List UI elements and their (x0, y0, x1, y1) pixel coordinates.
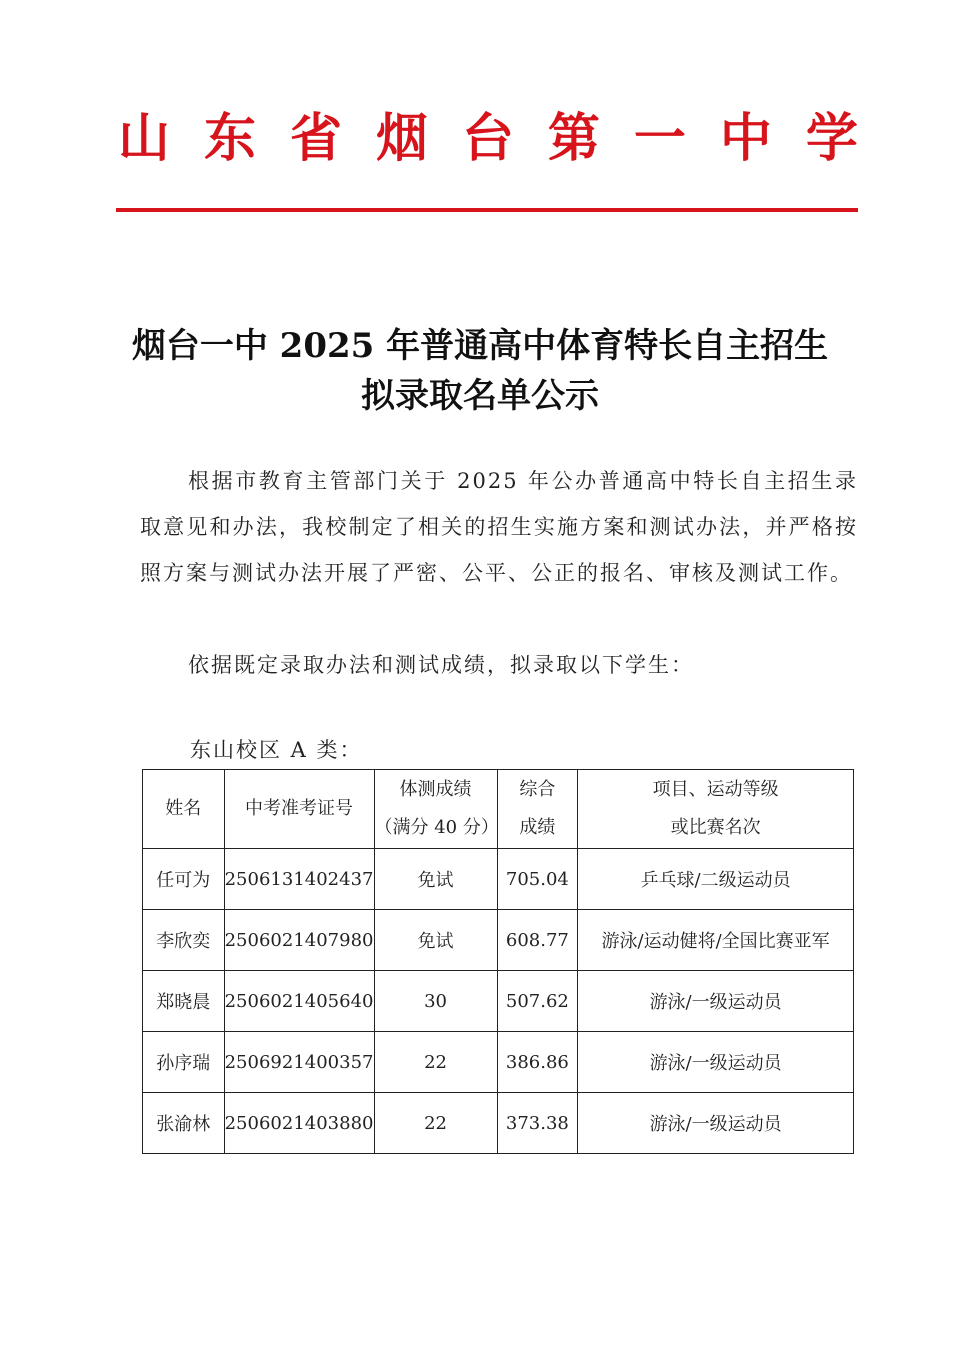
cell-item: 游泳/一级运动员 (578, 1093, 854, 1154)
document-title: 烟台一中 2025 年普通高中体育特长自主招生 (131, 326, 829, 366)
header-fitness (374, 770, 497, 849)
cell-total: 507.62 (497, 971, 578, 1032)
table-row (143, 1032, 854, 1093)
masthead-char: 学 (805, 109, 858, 169)
table-row (143, 849, 854, 910)
cell-total: 705.04 (497, 849, 578, 910)
cell-item: 乒乓球/二级运动员 (578, 849, 854, 910)
cell-fitness: 免试 (374, 849, 497, 910)
header-exam-id: 中考准考证号 (224, 770, 374, 849)
header-item-line2: 或比赛名次 (670, 817, 761, 838)
table-row (143, 910, 854, 971)
masthead-char: 第 (547, 109, 600, 169)
document-subtitle: 拟录取名单公示 (361, 376, 599, 416)
cell-fitness: 22 (374, 1093, 497, 1154)
masthead-char: 中 (719, 109, 772, 169)
header-name: 姓名 (143, 770, 225, 849)
intro-paragraph: 根据市教育主管部门关于 2025 年公办普通高中特长自主招生录取意见和办法，我校制定了相关的招生实施方案和测试办法，并严格按照方案与测试办法开展了严密、公平、公正的报名、审核及测试工作。 (140, 469, 858, 585)
header-fitness-line1: 体测成绩 (399, 779, 472, 800)
header-item-line1: 项目、运动等级 (652, 779, 779, 800)
cell-item: 游泳/一级运动员 (578, 971, 854, 1032)
masthead-char: 一 (633, 109, 686, 169)
cell-fitness: 30 (374, 971, 497, 1032)
cell-total: 608.77 (497, 910, 578, 971)
header-total (497, 770, 578, 849)
table-row (143, 971, 854, 1032)
masthead-divider (116, 208, 858, 212)
cell-name: 张渝林 (143, 1093, 225, 1154)
cell-total: 373.38 (497, 1093, 578, 1154)
header-item (578, 770, 854, 849)
cell-name: 孙序瑞 (143, 1032, 225, 1093)
school-masthead (118, 104, 858, 174)
masthead-char: 省 (289, 109, 342, 169)
admission-table (142, 769, 854, 1154)
cell-item: 游泳/运动健将/全国比赛亚军 (578, 910, 854, 971)
masthead-char: 山 (118, 109, 171, 169)
header-total-line2: 成绩 (519, 817, 556, 838)
cell-exam-id: 2506021403880 (224, 1093, 374, 1154)
cell-exam-id: 2506021407980 (224, 910, 374, 971)
masthead-char: 烟 (375, 109, 428, 169)
cell-exam-id: 2506021405640 (224, 971, 374, 1032)
masthead-char: 台 (461, 109, 514, 169)
cell-name: 任可为 (143, 849, 225, 910)
table-row (143, 1093, 854, 1154)
cell-fitness: 22 (374, 1032, 497, 1093)
cell-exam-id: 2506921400357 (224, 1032, 374, 1093)
cell-total: 386.86 (497, 1032, 578, 1093)
cell-name: 李欣奕 (143, 910, 225, 971)
header-fitness-line2: （满分 40 分） (374, 817, 499, 838)
campus-category-label: 东山校区 A 类： (190, 738, 363, 762)
cell-exam-id: 2506131402437 (224, 849, 374, 910)
admission-statement: 依据既定录取办法和测试成绩，拟录取以下学生： (188, 653, 694, 677)
masthead-char: 东 (203, 109, 256, 169)
cell-fitness: 免试 (374, 910, 497, 971)
table-header-row (143, 770, 854, 849)
header-total-line1: 综合 (519, 779, 556, 800)
cell-item: 游泳/一级运动员 (578, 1032, 854, 1093)
cell-name: 郑晓晨 (143, 971, 225, 1032)
